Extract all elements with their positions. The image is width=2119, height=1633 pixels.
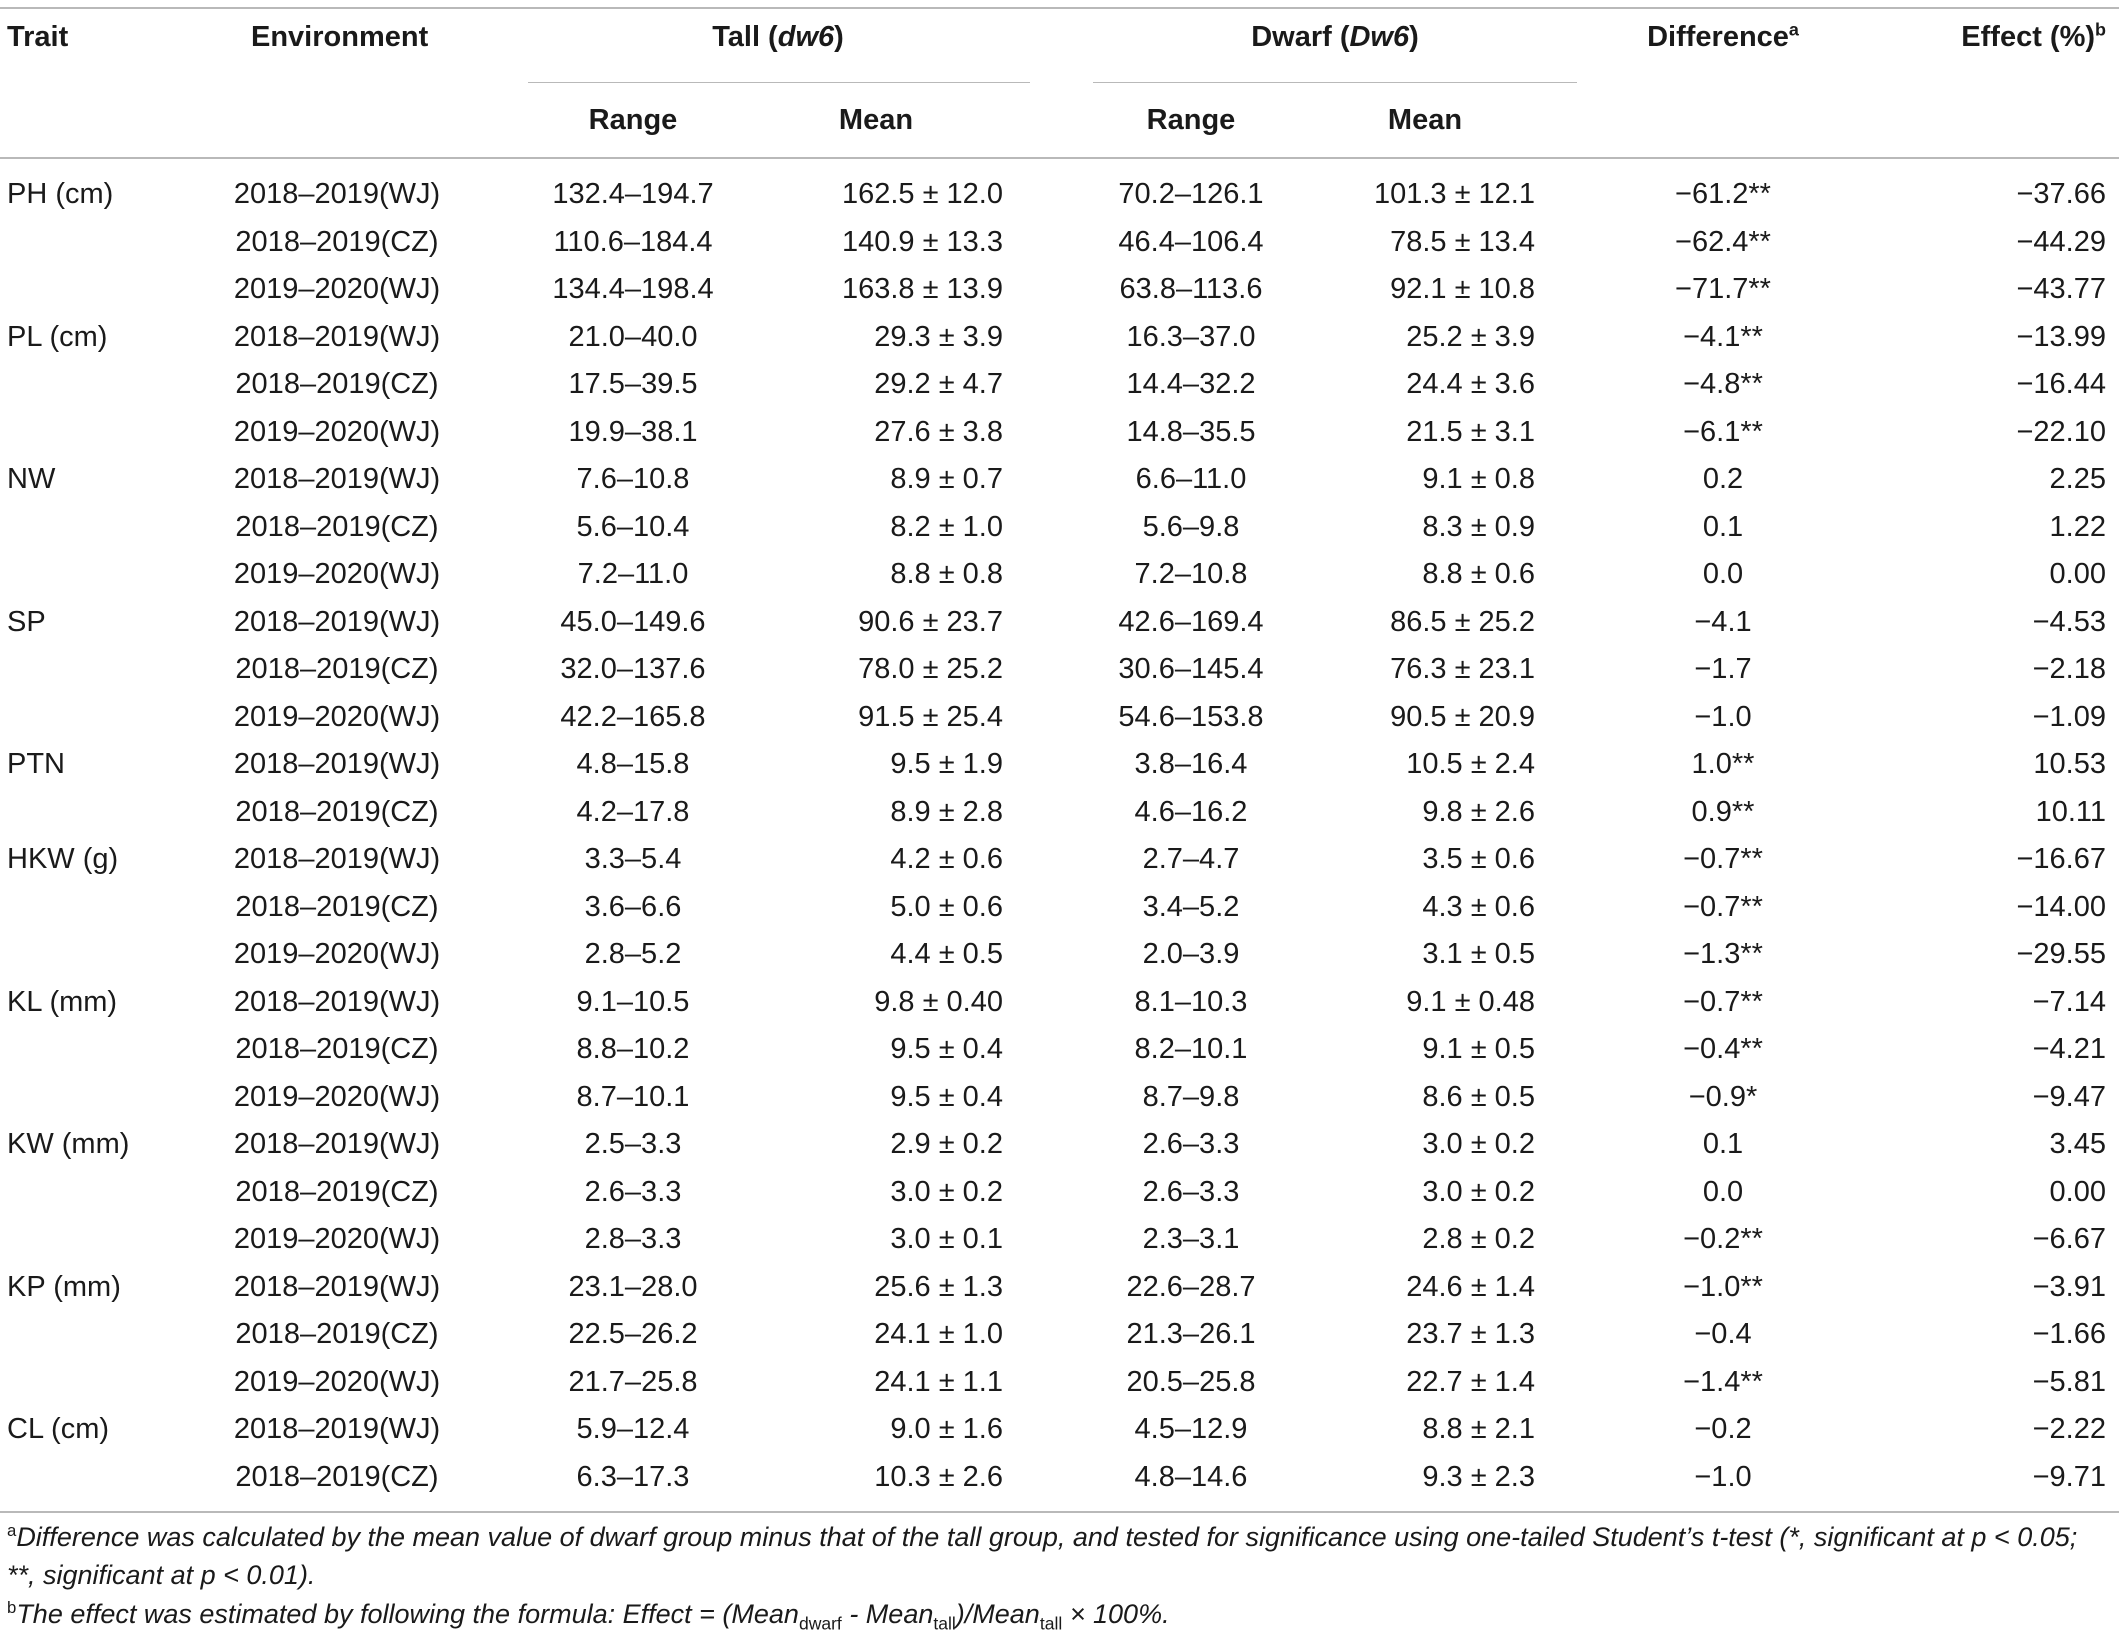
environment-cell: 2018–2019(WJ) [233,178,441,210]
tall-mean-cell: 5.0 ± 0.6 [890,890,1003,923]
dwarf-range-cell: 3.4–5.2 [1142,890,1240,923]
dwarf-mean-cell: 25.2 ± 3.9 [1406,320,1535,353]
table-row [0,836,2119,884]
effect-cell: −2.22 [2032,1413,2106,1445]
difference-cell: −6.1** [1683,415,1763,448]
tall-range-cell: 2.8–5.2 [584,938,682,970]
effect-cell: −37.66 [2016,178,2106,210]
difference-cell: 0.0 [1702,1175,1744,1208]
header-dwarf-label: Dwarf ( [1251,21,1350,53]
dwarf-mean-cell: 86.5 ± 25.2 [1390,605,1535,638]
header-environment: Environment [251,21,429,53]
dwarf-range-cell: 6.6–11.0 [1135,463,1247,495]
trait-cell: PH (cm) [7,178,114,210]
effect-cell: −44.29 [2016,225,2106,258]
tall-mean-cell: 9.0 ± 1.6 [890,1413,1003,1445]
difference-cell: −0.9* [1688,1080,1758,1113]
footnote-b-sub-tall: tall [933,1613,956,1633]
difference-cell: 0.9** [1691,795,1755,828]
dwarf-range-cell: 7.2–10.8 [1134,558,1248,590]
table-row [0,1359,2119,1407]
tall-mean-cell: 90.6 ± 23.7 [858,605,1003,638]
header-tall-range: Range [588,104,678,136]
dwarf-mean-cell: 24.6 ± 1.4 [1406,1270,1535,1303]
effect-cell: −9.47 [2032,1080,2106,1113]
dwarf-range-cell: 2.0–3.9 [1142,938,1240,970]
tall-range-cell: 17.5–39.5 [568,368,698,400]
footnote-a-mark: a [7,1521,17,1540]
dwarf-range-cell: 42.6–169.4 [1118,605,1264,638]
table-row [0,456,2119,504]
table-row [0,1454,2119,1502]
tall-range-cell: 42.2–165.8 [560,700,706,733]
dwarf-range-cell: 3.8–16.4 [1134,748,1248,780]
tall-mean-cell: 8.9 ± 2.8 [890,795,1003,828]
effect-cell: 0.00 [2049,1175,2106,1208]
tall-mean-cell: 91.5 ± 25.4 [858,700,1003,733]
difference-cell: −0.2 [1694,1413,1752,1445]
dwarf-range-cell: 2.6–3.3 [1142,1128,1240,1160]
table-row [0,1074,2119,1122]
tall-mean-cell: 162.5 ± 12.0 [841,178,1003,210]
dwarf-mean-cell: 8.8 ± 2.1 [1422,1413,1535,1445]
tall-range-cell: 110.6–184.4 [553,225,713,258]
environment-cell: 2018–2019(CZ) [235,890,439,923]
effect-cell: −14.00 [2016,890,2106,923]
dwarf-range-cell: 16.3–37.0 [1126,320,1256,353]
table-row [0,884,2119,932]
dwarf-range-cell: 4.8–14.6 [1134,1460,1248,1493]
footnote-a [7,1518,2107,1594]
dwarf-range-cell: 5.6–9.8 [1142,510,1240,543]
environment-cell: 2018–2019(CZ) [235,1033,439,1065]
environment-cell: 2018–2019(WJ) [233,1270,441,1303]
trait-cell: PTN [7,748,65,780]
environment-cell: 2019–2020(WJ) [233,1365,441,1398]
dwarf-mean-cell: 22.7 ± 1.4 [1406,1365,1535,1398]
header-effect-footnote-mark: b [2095,19,2106,40]
tall-mean-cell: 9.8 ± 0.40 [874,985,1003,1018]
tall-range-cell: 4.2–17.8 [576,795,690,828]
table-top-rule [0,7,2119,9]
tall-range-cell: 5.9–12.4 [576,1413,690,1445]
dwarf-mean-cell: 78.5 ± 13.4 [1390,225,1535,258]
dwarf-range-cell: 46.4–106.4 [1118,225,1264,258]
environment-cell: 2019–2020(WJ) [233,415,441,448]
dwarf-range-cell: 20.5–25.8 [1126,1365,1256,1398]
effect-cell: −9.71 [2032,1460,2106,1493]
tall-mean-cell: 78.0 ± 25.2 [858,653,1003,685]
effect-cell: 1.22 [2049,510,2106,543]
header-difference-footnote-mark: a [1788,19,1799,40]
tall-mean-cell: 163.8 ± 13.9 [841,273,1003,305]
header-bottom-rule [0,157,2119,159]
dwarf-mean-cell: 76.3 ± 23.1 [1390,653,1535,685]
footnote-b-text-2: - Mean [841,1599,934,1629]
table-row [0,741,2119,789]
dwarf-range-cell: 30.6–145.4 [1118,653,1264,685]
effect-cell: −6.67 [2032,1223,2106,1255]
footnote-b-text-4: × 100%. [1062,1599,1170,1629]
tall-range-cell: 23.1–28.0 [568,1270,698,1303]
table-row [0,599,2119,647]
environment-cell: 2019–2020(WJ) [233,1080,441,1113]
table-row [0,694,2119,742]
effect-cell: −4.53 [2032,605,2106,638]
tall-range-cell: 32.0–137.6 [560,653,706,685]
effect-cell: −4.21 [2032,1033,2106,1065]
table-row [0,1264,2119,1312]
tall-mean-cell: 4.4 ± 0.5 [890,938,1003,970]
effect-cell: 0.00 [2049,558,2106,590]
difference-cell: −71.7** [1675,273,1771,305]
dwarf-range-cell: 70.2–126.1 [1118,178,1264,210]
tall-range-cell: 8.8–10.2 [576,1033,690,1065]
table-row [0,409,2119,457]
footnote-b-sub-tall-2: tall [1039,1613,1063,1633]
difference-cell: −0.7** [1683,890,1763,923]
table-row [0,504,2119,552]
footnote-a-text: Difference was calculated by the mean value of dwarf group minus that of the tall group, and tested for significance using one-tailed Student’s t-test (*, significant at p < 0.05; **, significant at p < 0.01). [7,1522,2078,1590]
environment-cell: 2018–2019(WJ) [233,1128,441,1160]
header-difference [1647,21,1799,54]
dwarf-mean-cell: 3.1 ± 0.5 [1422,938,1535,970]
difference-cell: −4.1 [1694,605,1752,638]
dwarf-mean-cell: 9.3 ± 2.3 [1422,1460,1535,1493]
trait-cell: KL (mm) [7,985,118,1018]
dwarf-mean-cell: 9.1 ± 0.48 [1406,985,1535,1018]
tall-mean-cell: 9.5 ± 0.4 [890,1080,1003,1113]
effect-cell: −5.81 [2032,1365,2106,1398]
tall-range-cell: 7.6–10.8 [576,463,690,495]
table-row [0,1169,2119,1217]
tall-mean-cell: 3.0 ± 0.2 [890,1175,1003,1208]
header-dwarf-suffix: ) [1409,21,1419,53]
environment-cell: 2019–2020(WJ) [233,558,441,590]
environment-cell: 2018–2019(CZ) [235,368,439,400]
effect-cell: −22.10 [2016,415,2106,448]
difference-cell: −0.7** [1683,985,1763,1018]
dwarf-group-rule [1093,82,1577,83]
effect-cell: 10.11 [2035,795,2106,828]
environment-cell: 2018–2019(WJ) [233,985,441,1018]
effect-cell: −7.14 [2032,985,2106,1018]
header-tall-label: Tall ( [712,21,778,53]
dwarf-mean-cell: 10.5 ± 2.4 [1406,748,1535,780]
tall-mean-cell: 9.5 ± 1.9 [890,748,1003,780]
dwarf-mean-cell: 8.8 ± 0.6 [1422,558,1535,590]
dwarf-range-cell: 54.6–153.8 [1118,700,1264,733]
table-row [0,789,2119,837]
table-row [0,1311,2119,1359]
environment-cell: 2018–2019(WJ) [233,843,441,875]
difference-cell: −0.4** [1683,1033,1763,1065]
header-tall-gene: dw6 [777,21,835,53]
tall-range-cell: 3.3–5.4 [584,843,682,875]
tall-mean-cell: 8.2 ± 1.0 [890,510,1003,543]
dwarf-range-cell: 2.7–4.7 [1142,843,1240,875]
difference-cell: −0.4 [1694,1318,1752,1350]
dwarf-mean-cell: 101.3 ± 12.1 [1373,178,1535,210]
dwarf-range-cell: 4.6–16.2 [1134,795,1248,828]
dwarf-range-cell: 2.3–3.1 [1142,1223,1240,1255]
trait-cell: SP [7,605,46,638]
dwarf-mean-cell: 8.3 ± 0.9 [1422,510,1535,543]
trait-cell: KW (mm) [7,1128,130,1160]
tall-range-cell: 2.6–3.3 [584,1175,682,1208]
table-row [0,979,2119,1027]
tall-mean-cell: 2.9 ± 0.2 [890,1128,1003,1160]
table-row [0,931,2119,979]
dwarf-range-cell: 14.8–35.5 [1126,415,1256,448]
difference-cell: −1.3** [1683,938,1763,970]
tall-mean-cell: 10.3 ± 2.6 [874,1460,1003,1493]
header-effect [1961,21,2106,54]
dwarf-range-cell: 4.5–12.9 [1134,1413,1248,1445]
footnote-b-text-1: The effect was estimated by following the formula: Effect = (Mean [16,1599,799,1629]
trait-cell: PL (cm) [7,320,108,353]
tall-range-cell: 5.6–10.4 [576,510,690,543]
tall-mean-cell: 9.5 ± 0.4 [890,1033,1003,1065]
table-row [0,1406,2119,1454]
table-row [0,361,2119,409]
trait-cell: KP (mm) [7,1270,121,1303]
tall-range-cell: 8.7–10.1 [576,1080,690,1113]
environment-cell: 2018–2019(WJ) [233,748,441,780]
dwarf-mean-cell: 4.3 ± 0.6 [1422,890,1535,923]
header-difference-label: Difference [1647,21,1789,53]
difference-cell: −4.8** [1683,368,1763,400]
environment-cell: 2019–2020(WJ) [233,938,441,970]
table-row [0,1026,2119,1074]
environment-cell: 2018–2019(CZ) [235,225,439,258]
effect-cell: −16.44 [2016,368,2106,400]
environment-cell: 2018–2019(CZ) [235,510,439,543]
tall-range-cell: 2.5–3.3 [584,1128,682,1160]
dwarf-range-cell: 2.6–3.3 [1142,1175,1240,1208]
table-row [0,171,2119,219]
difference-cell: −1.0** [1683,1270,1763,1303]
environment-cell: 2018–2019(CZ) [235,795,439,828]
tall-range-cell: 45.0–149.6 [560,605,706,638]
header-dwarf-range: Range [1146,104,1236,136]
difference-cell: −1.4** [1683,1365,1763,1398]
dwarf-range-cell: 14.4–32.2 [1126,368,1256,400]
table-row [0,646,2119,694]
trait-cell: HKW (g) [7,843,119,875]
tall-range-cell: 7.2–11.0 [577,558,689,590]
dwarf-mean-cell: 92.1 ± 10.8 [1390,273,1535,305]
difference-cell: −1.0 [1694,1460,1752,1493]
dwarf-mean-cell: 21.5 ± 3.1 [1406,415,1535,448]
difference-cell: −1.7 [1694,653,1752,685]
dwarf-mean-cell: 2.8 ± 0.2 [1422,1223,1535,1255]
tall-mean-cell: 3.0 ± 0.1 [890,1223,1003,1255]
effect-cell: 3.45 [2049,1128,2106,1160]
effect-cell: −3.91 [2032,1270,2106,1303]
dwarf-mean-cell: 3.0 ± 0.2 [1422,1175,1535,1208]
tall-range-cell: 4.8–15.8 [576,748,690,780]
header-tall-group [712,21,844,54]
environment-cell: 2018–2019(WJ) [233,463,441,495]
table-body [0,171,2119,1501]
footnote-b-mark: b [7,1598,17,1617]
effect-cell: −29.55 [2016,938,2106,970]
effect-cell: −1.66 [2032,1318,2106,1350]
tall-mean-cell: 24.1 ± 1.1 [874,1365,1003,1398]
environment-cell: 2018–2019(WJ) [233,320,441,353]
tall-mean-cell: 8.9 ± 0.7 [890,463,1003,495]
tall-mean-cell: 140.9 ± 13.3 [841,225,1003,258]
difference-cell: 0.0 [1702,558,1744,590]
tall-mean-cell: 8.8 ± 0.8 [890,558,1003,590]
table-row [0,551,2119,599]
footnote-b-sub-dwarf: dwarf [798,1613,842,1633]
environment-cell: 2018–2019(WJ) [233,605,441,638]
difference-cell: 0.2 [1702,463,1744,495]
tall-range-cell: 21.0–40.0 [568,320,698,353]
difference-cell: −0.7** [1683,843,1763,875]
dwarf-mean-cell: 9.1 ± 0.8 [1422,463,1535,495]
tall-range-cell: 19.9–38.1 [568,415,698,448]
tall-range-cell: 132.4–194.7 [552,178,714,210]
tall-range-cell: 9.1–10.5 [576,985,690,1018]
header-dwarf-gene: Dw6 [1349,21,1410,53]
difference-cell: −62.4** [1675,225,1771,258]
effect-cell: −43.77 [2016,273,2106,305]
environment-cell: 2019–2020(WJ) [233,1223,441,1255]
table-row [0,314,2119,362]
dwarf-range-cell: 8.1–10.3 [1134,985,1248,1018]
effect-cell: −13.99 [2016,320,2106,353]
dwarf-mean-cell: 24.4 ± 3.6 [1406,368,1535,400]
dwarf-mean-cell: 3.5 ± 0.6 [1422,843,1535,875]
tall-mean-cell: 24.1 ± 1.0 [874,1318,1003,1350]
tall-mean-cell: 29.3 ± 3.9 [874,320,1003,353]
effect-cell: 10.53 [2033,748,2106,780]
difference-cell: −4.1** [1683,320,1763,353]
dwarf-mean-cell: 9.1 ± 0.5 [1422,1033,1535,1065]
environment-cell: 2018–2019(CZ) [235,1460,439,1493]
footnote-b-text-3: )/Mean [955,1599,1040,1629]
dwarf-range-cell: 21.3–26.1 [1126,1318,1256,1350]
tall-range-cell: 134.4–198.4 [552,273,714,305]
trait-cell: CL (cm) [7,1413,110,1445]
effect-cell: −16.67 [2016,843,2106,875]
tall-range-cell: 6.3–17.3 [576,1460,690,1493]
tall-range-cell: 2.8–3.3 [584,1223,682,1255]
table-row [0,266,2119,314]
dwarf-mean-cell: 8.6 ± 0.5 [1422,1080,1535,1113]
table-row [0,219,2119,267]
tall-range-cell: 3.6–6.6 [584,890,682,923]
dwarf-range-cell: 22.6–28.7 [1126,1270,1256,1303]
table-row [0,1121,2119,1169]
tall-range-cell: 22.5–26.2 [568,1318,698,1350]
difference-cell: 1.0** [1691,748,1755,780]
difference-cell: −1.0 [1694,700,1752,733]
dwarf-range-cell: 8.7–9.8 [1142,1080,1240,1113]
environment-cell: 2018–2019(CZ) [235,1318,439,1350]
difference-cell: −61.2** [1675,178,1771,210]
header-tall-suffix: ) [834,21,844,53]
effect-cell: −2.18 [2032,653,2106,685]
table-row [0,1216,2119,1264]
dwarf-mean-cell: 9.8 ± 2.6 [1422,795,1535,828]
dwarf-mean-cell: 23.7 ± 1.3 [1406,1318,1535,1350]
footnote-b [7,1595,2107,1633]
tall-mean-cell: 29.2 ± 4.7 [874,368,1003,400]
tall-group-rule [528,82,1030,83]
table-bottom-rule [0,1511,2119,1513]
dwarf-mean-cell: 3.0 ± 0.2 [1422,1128,1535,1160]
difference-cell: 0.1 [1702,1128,1744,1160]
header-dwarf-mean: Mean [1387,104,1463,136]
tall-range-cell: 21.7–25.8 [568,1365,698,1398]
effect-cell: −1.09 [2032,700,2106,733]
environment-cell: 2019–2020(WJ) [233,700,441,733]
dwarf-mean-cell: 90.5 ± 20.9 [1390,700,1535,733]
header-effect-label: Effect (%) [1961,21,2096,53]
difference-cell: −0.2** [1683,1223,1763,1255]
environment-cell: 2018–2019(CZ) [235,1175,439,1208]
effect-cell: 2.25 [2049,463,2106,495]
environment-cell: 2018–2019(CZ) [235,653,439,685]
header-dwarf-group [1251,21,1419,54]
dwarf-range-cell: 63.8–113.6 [1119,273,1263,305]
tall-mean-cell: 27.6 ± 3.8 [874,415,1003,448]
tall-mean-cell: 25.6 ± 1.3 [874,1270,1003,1303]
trait-cell: NW [7,463,56,495]
difference-cell: 0.1 [1702,510,1744,543]
header-trait: Trait [7,21,69,53]
header-tall-mean: Mean [838,104,914,136]
tall-mean-cell: 4.2 ± 0.6 [890,843,1003,875]
dwarf-range-cell: 8.2–10.1 [1134,1033,1248,1065]
environment-cell: 2019–2020(WJ) [233,273,441,305]
environment-cell: 2018–2019(WJ) [233,1413,441,1445]
